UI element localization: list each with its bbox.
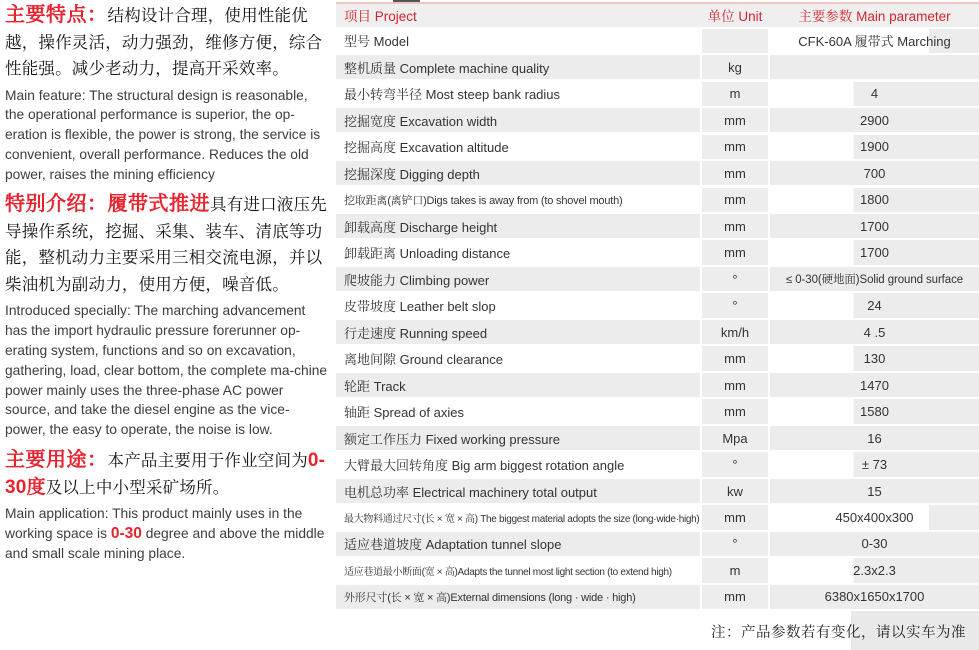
body-text: 具有进口液压先导操作系统，挖掘、采集、装车、清底等功能，整机动力主要采用三相交流电源，并以柴油机为副动力，使用方便，噪音低。	[5, 196, 327, 294]
value-cell: CFK-60A 履带式 Marching	[770, 29, 979, 53]
unit-cell: °	[700, 293, 770, 317]
table-header-row	[336, 2, 979, 27]
body-text: Introduced specially: The marching advancement has the import hydraulic pressure forerunner op-erating system, functions and so on excavation, gathering, load, clear bottom, the complete ma-chine power mainly uses the three-phase AC power source, and take the diesel engine as the vice-power, the easy to operate, the noise is low.	[5, 303, 328, 438]
project-cell: 适应巷道最小断面(宽 × 高)Adapts the tunnel most light section (to extend high)	[336, 558, 700, 582]
unit-cell: mm	[700, 585, 770, 609]
spec-table	[336, 2, 979, 611]
unit-cell: °	[700, 452, 770, 476]
project-cell: 卸载距离 Unloading distance	[336, 240, 700, 264]
table-row	[336, 135, 979, 159]
table-row	[336, 267, 979, 291]
project-cell: 挖取距离(离铲口)Digs takes is away from (to shovel mouth)	[336, 188, 700, 212]
project-cell: 挖掘深度 Digging depth	[336, 161, 700, 185]
value-cell: 1580	[770, 399, 979, 423]
body-text: 本产品主要用于作业空间为	[107, 452, 308, 471]
table-row	[336, 320, 979, 344]
chinese-paragraph	[5, 447, 330, 501]
value-cell: 2900	[770, 108, 979, 132]
table-row	[336, 108, 979, 132]
value-cell: 2.3x2.3	[770, 558, 979, 582]
unit-cell: mm	[700, 135, 770, 159]
section-heading: 主要特点：	[5, 4, 108, 26]
table-row	[336, 161, 979, 185]
text-section	[5, 2, 330, 184]
value-cell: 4	[770, 82, 979, 106]
chinese-paragraph	[5, 2, 330, 83]
project-cell: 额定工作压力 Fixed working pressure	[336, 426, 700, 450]
section-heading: 特别介绍：履带式推进	[5, 193, 210, 216]
english-paragraph	[5, 504, 330, 563]
section-heading: 主要用途：	[5, 449, 108, 472]
value-cell: 24	[770, 293, 979, 317]
unit-cell	[700, 29, 770, 53]
unit-cell: mm	[700, 161, 770, 185]
project-cell: 卸载高度 Discharge height	[336, 214, 700, 238]
value-cell: 6380x1650x1700	[770, 585, 979, 609]
header-unit: 单位 Unit	[707, 9, 763, 25]
table-row	[336, 399, 979, 423]
text-section	[5, 447, 330, 563]
unit-cell: mm	[700, 399, 770, 423]
header-parameter: 主要参数 Main parameter	[798, 9, 951, 25]
unit-cell: km/h	[700, 320, 770, 344]
table-row	[336, 55, 979, 79]
project-cell: 最小转弯半径 Most steep bank radius	[336, 82, 700, 106]
table-row	[336, 188, 979, 212]
project-cell: 电机总功率 Electrical machinery total output	[336, 479, 700, 503]
value-cell: 450x400x300	[770, 505, 979, 529]
english-paragraph	[5, 86, 330, 185]
value-cell: 1470	[770, 373, 979, 397]
project-cell: 挖掘高度 Excavation altitude	[336, 135, 700, 159]
left-text-panel	[5, 2, 330, 570]
project-cell: 整机质量 Complete machine quality	[336, 55, 700, 79]
value-cell: 1900	[770, 135, 979, 159]
header-project: 项目 Project	[344, 9, 417, 25]
body-text: degree and above the middle and small scale mining place.	[5, 525, 325, 561]
table-row	[336, 293, 979, 317]
table-row	[336, 214, 979, 238]
project-cell: 爬坡能力 Climbing power	[336, 267, 700, 291]
project-cell: 轮距 Track	[336, 373, 700, 397]
body-text: 0-30	[110, 524, 142, 542]
value-cell: 1700	[770, 214, 979, 238]
body-text: Main feature: The structural design is reasonable, the operational performance is superior, the op-eration is flexible, the power is strong, the service is convenient, overall performance. Reduces the old power, raises the mining efficiency	[5, 87, 321, 182]
unit-cell: mm	[700, 240, 770, 264]
unit-cell: mm	[700, 108, 770, 132]
project-cell: 大臂最大回转角度 Big arm biggest rotation angle	[336, 452, 700, 476]
table-row	[336, 82, 979, 106]
table-row	[336, 426, 979, 450]
unit-cell: m	[700, 558, 770, 582]
unit-cell: mm	[700, 214, 770, 238]
table-row	[336, 29, 979, 53]
project-cell: 挖掘宽度 Excavation width	[336, 108, 700, 132]
table-row	[336, 240, 979, 264]
value-cell: 700	[770, 161, 979, 185]
table-row	[336, 373, 979, 397]
unit-cell: mm	[700, 346, 770, 370]
value-cell: 15	[770, 479, 979, 503]
unit-cell: kw	[700, 479, 770, 503]
value-cell: 1700	[770, 240, 979, 264]
project-cell: 最大物料通过尺寸(长 × 宽 × 高) The biggest material adopts the size (long·wide·high)	[336, 505, 700, 529]
unit-cell: mm	[700, 373, 770, 397]
project-cell: 适应巷道坡度 Adaptation tunnel slope	[336, 532, 700, 556]
value-cell: ± 73	[770, 452, 979, 476]
english-paragraph	[5, 301, 330, 440]
unit-cell: Mpa	[700, 426, 770, 450]
unit-cell: mm	[700, 505, 770, 529]
unit-cell: m	[700, 82, 770, 106]
value-cell: 0-30	[770, 532, 979, 556]
project-cell: 行走速度 Running speed	[336, 320, 700, 344]
value-cell: 16	[770, 426, 979, 450]
body-text: 及以上中小型采矿场所。	[45, 478, 230, 497]
body-text: 0-30度	[5, 450, 326, 498]
value-cell: 4 .5	[770, 320, 979, 344]
table-row	[336, 452, 979, 476]
unit-cell: mm	[700, 188, 770, 212]
project-cell: 皮带坡度 Leather belt slop	[336, 293, 700, 317]
value-cell: 130	[770, 346, 979, 370]
table-row	[336, 585, 979, 609]
body-text: Main application: This product mainly uses in the working space is	[5, 506, 303, 541]
value-cell: 1800	[770, 188, 979, 212]
body-text: 结构设计合理，使用性能优越，操作灵活，动力强劲，维修方便，综合性能强。减少老动力，提高开采效率。	[5, 7, 323, 78]
unit-cell: °	[700, 267, 770, 291]
value-cell: ≤ 0-30(硬地面)Solid ground surface	[770, 267, 979, 291]
project-cell: 外形尺寸(长 × 宽 × 高)External dimensions (long · wide · high)	[336, 585, 700, 609]
table-row	[336, 558, 979, 582]
table-row	[336, 532, 979, 556]
unit-cell: °	[700, 532, 770, 556]
unit-cell: kg	[700, 55, 770, 79]
text-section	[5, 191, 330, 440]
chinese-paragraph	[5, 191, 330, 298]
table-row	[336, 479, 979, 503]
project-cell: 离地间隙 Ground clearance	[336, 346, 700, 370]
project-cell: 轴距 Spread of axies	[336, 399, 700, 423]
table-row	[336, 505, 979, 529]
value-cell	[770, 55, 979, 79]
table-row	[336, 346, 979, 370]
project-cell: 型号 Model	[336, 29, 700, 53]
footnote: 注：产品参数若有变化，请以实车为准	[711, 625, 966, 641]
